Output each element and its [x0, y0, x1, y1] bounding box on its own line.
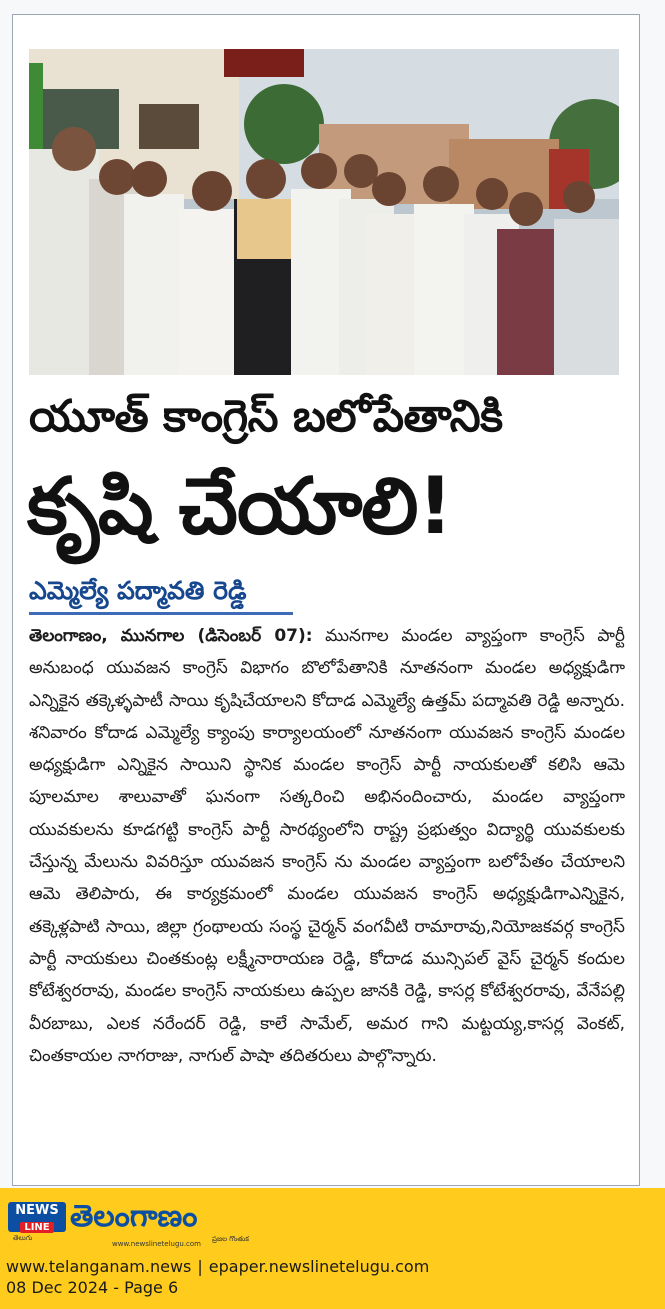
- website-link[interactable]: www.telanganam.news: [6, 1257, 192, 1276]
- newsline-logo: [8, 1202, 66, 1232]
- article-photo: [29, 49, 619, 375]
- logo-news-text: NEWS: [15, 1203, 59, 1218]
- logo-line-text: LINE: [20, 1222, 53, 1233]
- group-photo-ceremony-image: [29, 49, 619, 375]
- news-clipping: [12, 14, 640, 1186]
- logo-subtitle: ప్రజల గొంతుక: [212, 1235, 249, 1243]
- byline: ఎమ్మెల్యే పద్మావతి రెడ్డి: [29, 576, 247, 605]
- headline-line-1: యూత్ కాంగ్రెస్ బలోపేతానికి: [29, 391, 503, 442]
- headline-line-2: కృషి చేయాలి!: [27, 462, 453, 552]
- epaper-link[interactable]: epaper.newslinetelugu.com: [208, 1257, 430, 1276]
- telanganam-logo: తెలంగాణం: [70, 1199, 198, 1234]
- footer-links: [6, 1256, 429, 1278]
- byline-underline: [29, 612, 293, 615]
- dateline: తెలంగాణం, మునగాల (డిసెంబర్ 07):: [29, 626, 313, 646]
- article-body-text: మునగాల మండల వ్యాప్తంగా కాంగ్రెస్ పార్టీ అనుబంధ యువజన కాంగ్రెస్ విభాగం బొలోపేతానికి నూతనంగా మండల అధ్యక్షుడిగా ఎన్నికైన తక్కెళ్ళపాటీ సాయి కృషిచేయాలని కోదాడ ఎమ్మెల్యే ఉత్తమ్ పద్మావతి రెడ్డి అన్నారు. శనివారం కోదాడ ఎమ్మెల్యే క్యాంపు కార్యాలయంలో నూతనంగా యువజన కాంగ్రెస్ మండల అధ్యక్షుడిగా ఎన్నికైన సాయిని స్థానిక మండల కాంగ్రెస్ పార్టీ నాయకులతో కలిసి ఆమె పూలమాల శాలువాతో ఘనంగా సత్కరించి అభినందించారు, మండల వ్యాప్తంగా యువకులను కూడగట్టి కాంగ్రెస్ పార్టీ సారథ్యంలోని రాష్ట్ర ప్రభుత్వం విద్యార్థి యువకులకు చేస్తున్న మేలును వివరిస్తూ యువజన కాంగ్రెస్ ను మండల వ్యాప్తంగా బలోపేతం చేయాలని ఆమె తెలిపారు, ఈ కార్యక్రమంలో మండల యువజన కాంగ్రెస్ అధ్యక్షుడిగాఎన్నికైన, తక్కెళ్లపాటి సాయి, జిల్లా గ్రంథాలయ సంస్థ చైర్మన్ వంగవీటి రామారావు,నియోజకవర్గ కాంగ్రెస్ పార్టీ నాయకులు చింతకుంట్ల లక్ష్మీనారాయణ రెడ్డి, కోదాడ మున్సిపల్ వైస్ చైర్మన్ కందుల కోటేశ్వరరావు, మండల కాంగ్రెస్ నాయకులు ఉప్పల జానకి రెడ్డి, కాసర్ల కోటేశ్వరరావు, వేనేపల్లి వీరబాబు, ఎలక నరేందర్ రెడ్డి, కాలే సామేల్, అమర గాని మట్టయ్య,కాసర్ల వెంకట్, చింతకాయల నాగరాజు, నాగుల్ పాషా తదితరులు పాల్గొన్నారు.: [29, 626, 626, 1066]
- footer-bar: [0, 1188, 665, 1309]
- article-body: [29, 620, 625, 1072]
- date-page-label: 08 Dec 2024 - Page 6: [6, 1278, 179, 1297]
- link-separator: |: [197, 1257, 203, 1276]
- logo-website: www.newslinetelugu.com: [112, 1240, 201, 1248]
- logo-tagline: తెలుగు: [13, 1234, 33, 1242]
